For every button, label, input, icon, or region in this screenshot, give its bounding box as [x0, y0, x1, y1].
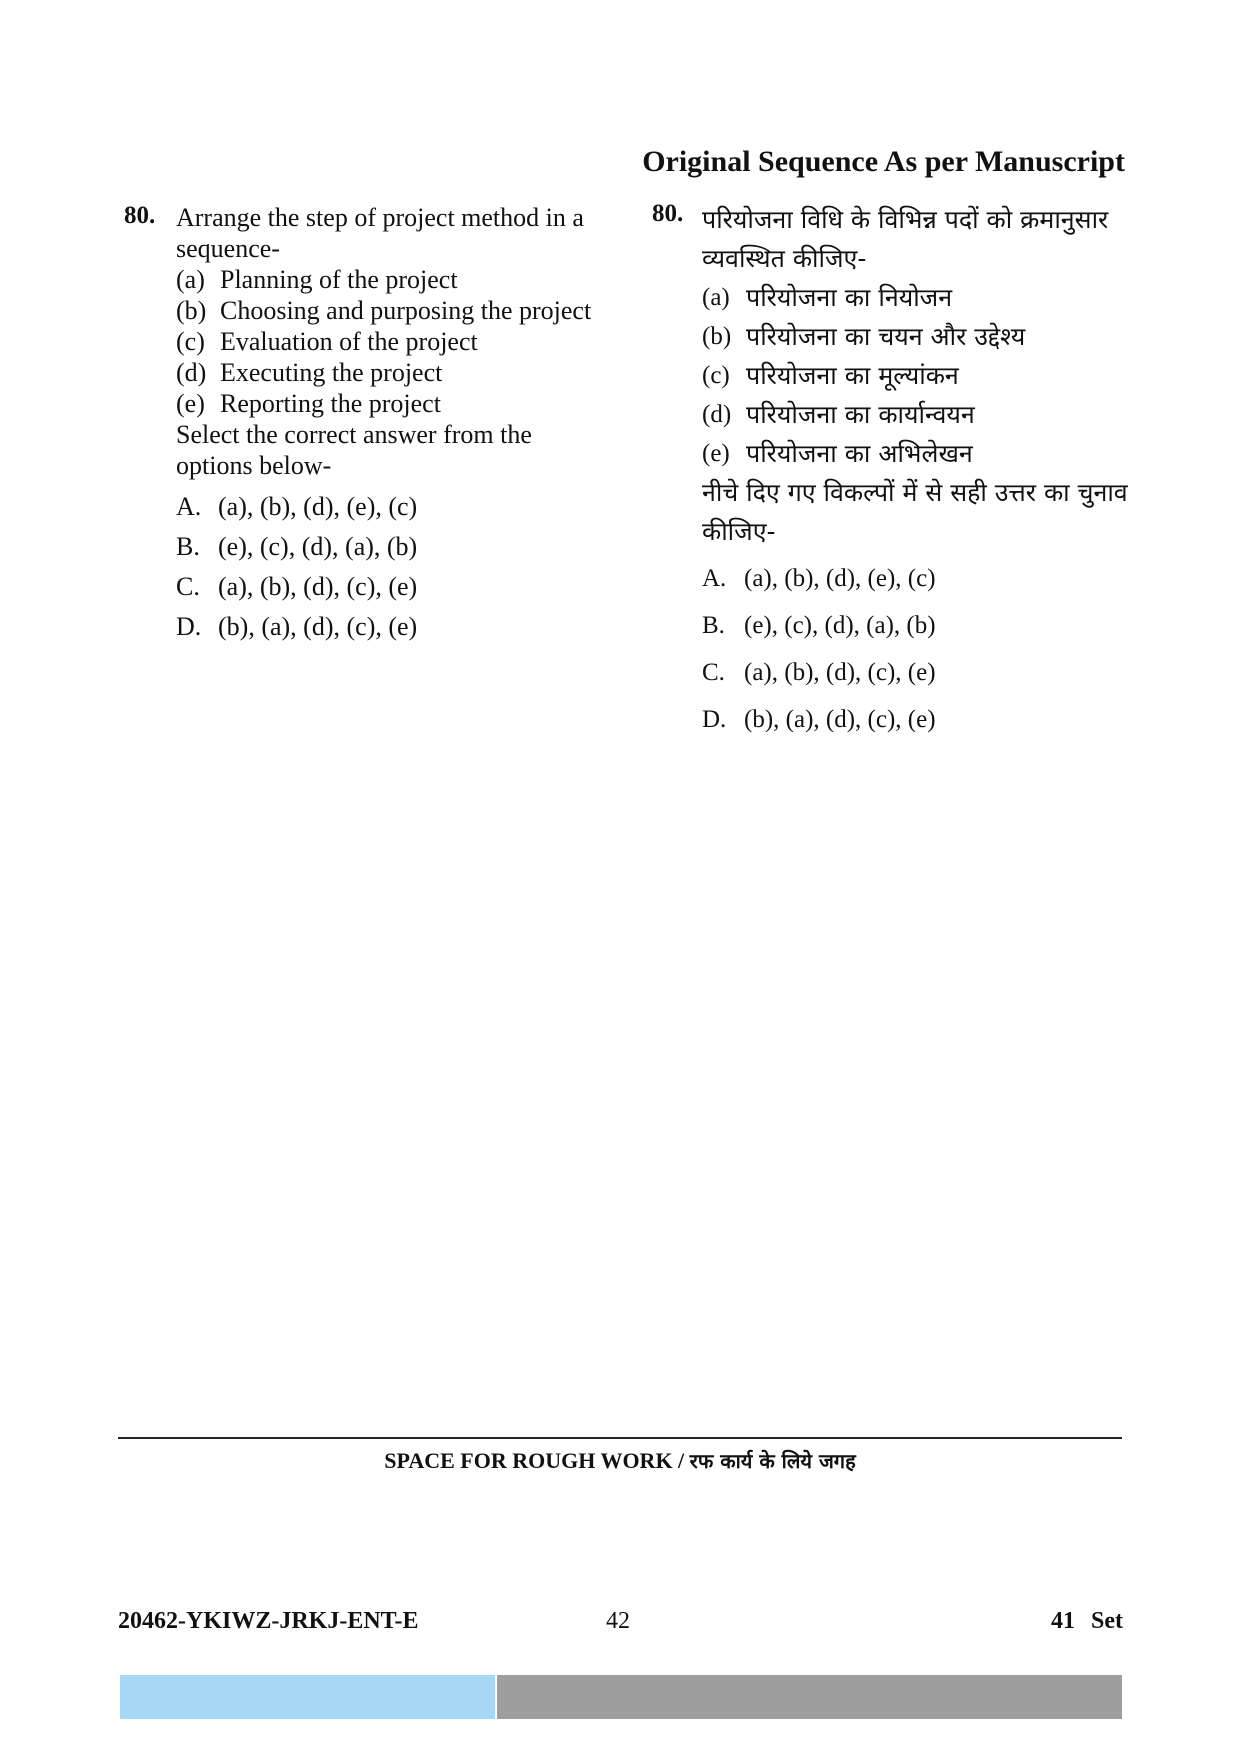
option-item — [702, 395, 1132, 434]
answer-choice-b[interactable] — [176, 527, 594, 567]
footer-set: 41 Set — [1051, 1608, 1123, 1634]
footer-bar-right — [497, 1675, 1122, 1719]
option-item — [702, 356, 1132, 395]
footer-bar-left — [120, 1675, 495, 1719]
answer-list — [176, 487, 594, 647]
answer-mark: D. — [702, 706, 727, 733]
option-mark: (c) — [702, 362, 730, 389]
option-mark: (d) — [176, 358, 207, 387]
option-text: परियोजना का मूल्यांकन — [746, 361, 959, 390]
option-text: परियोजना का नियोजन — [746, 283, 953, 312]
page-number: 42 — [606, 1608, 630, 1634]
question-hindi — [652, 200, 1132, 743]
question-number: 80. — [652, 200, 684, 227]
answer-text: (e), (c), (d), (a), (b) — [744, 612, 936, 639]
answer-text: (a), (b), (d), (e), (c) — [744, 565, 936, 592]
option-text: Planning of the project — [220, 265, 458, 294]
option-text: परियोजना का कार्यान्वयन — [746, 400, 975, 429]
question-body — [176, 202, 594, 647]
option-mark: (e) — [702, 440, 730, 467]
question-stem: Arrange the step of project method in a sequence- — [176, 203, 584, 263]
option-item — [176, 357, 594, 388]
divider-line — [118, 1437, 1122, 1439]
option-list — [176, 264, 594, 419]
option-mark: (a) — [176, 265, 205, 294]
option-mark: (a) — [702, 284, 730, 311]
answer-choice-a[interactable] — [176, 487, 594, 527]
answer-choice-b[interactable] — [702, 602, 1132, 649]
option-item — [702, 278, 1132, 317]
answer-choice-d[interactable] — [702, 696, 1132, 743]
option-mark: (e) — [176, 389, 205, 418]
question-instruction: Select the correct answer from the options below- — [176, 420, 532, 480]
page-title: Original Sequence As per Manuscript — [642, 145, 1125, 178]
rough-work-label — [118, 1447, 1122, 1474]
answer-text: (a), (b), (d), (e), (c) — [218, 492, 418, 521]
answer-text: (b), (a), (d), (c), (e) — [744, 706, 936, 733]
answer-text: (b), (a), (d), (c), (e) — [218, 612, 418, 641]
answer-list — [702, 555, 1132, 743]
answer-mark: A. — [176, 492, 202, 521]
option-item — [176, 295, 594, 326]
question-english — [124, 202, 594, 647]
question-stem: परियोजना विधि के विभिन्न पदों को क्रमानुसार व्यवस्थित कीजिए- — [702, 205, 1109, 273]
option-text: Executing the project — [220, 358, 443, 387]
answer-text: (e), (c), (d), (a), (b) — [218, 532, 418, 561]
question-body — [702, 200, 1132, 743]
question-instruction: नीचे दिए गए विकल्पों में से सही उत्तर का चुनाव कीजिए- — [702, 478, 1128, 546]
answer-choice-a[interactable] — [702, 555, 1132, 602]
answer-mark: B. — [702, 612, 725, 639]
option-item — [702, 317, 1132, 356]
answer-text: (a), (b), (d), (c), (e) — [218, 572, 418, 601]
answer-mark: C. — [702, 659, 725, 686]
footer-code: 20462-YKIWZ-JRKJ-ENT-E — [118, 1608, 419, 1634]
rough-work-label-en: SPACE FOR ROUGH WORK / — [384, 1448, 690, 1473]
option-item — [176, 264, 594, 295]
option-item — [702, 434, 1132, 473]
rough-work-label-hi: रफ कार्य के लिये जगह — [689, 1449, 856, 1473]
option-item — [176, 326, 594, 357]
answer-mark: C. — [176, 572, 200, 601]
option-mark: (d) — [702, 401, 732, 428]
answer-mark: B. — [176, 532, 200, 561]
option-mark: (b) — [176, 296, 207, 325]
option-list — [702, 278, 1132, 473]
option-text: परियोजना का चयन और उद्देश्य — [746, 322, 1026, 351]
question-number: 80. — [124, 202, 156, 229]
answer-text: (a), (b), (d), (c), (e) — [744, 659, 936, 686]
answer-choice-d[interactable] — [176, 607, 594, 647]
option-text: Evaluation of the project — [220, 327, 478, 356]
answer-mark: A. — [702, 565, 727, 592]
option-text: Choosing and purposing the project — [220, 296, 592, 325]
option-text: परियोजना का अभिलेखन — [746, 439, 973, 468]
answer-mark: D. — [176, 612, 202, 641]
answer-choice-c[interactable] — [176, 567, 594, 607]
option-mark: (c) — [176, 327, 205, 356]
answer-choice-c[interactable] — [702, 649, 1132, 696]
option-item — [176, 388, 594, 419]
option-text: Reporting the project — [220, 389, 441, 418]
option-mark: (b) — [702, 323, 732, 350]
